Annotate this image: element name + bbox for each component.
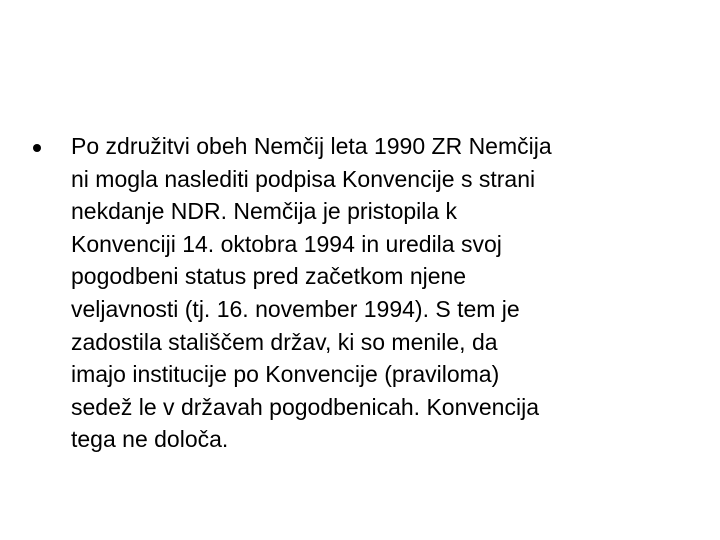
text-line: veljavnosti (tj. 16. november 1994). S tem je <box>71 295 520 322</box>
text-line: Konvenciji 14. oktobra 1994 in uredila svoj <box>71 230 502 257</box>
text-line: ni mogla naslediti podpisa Konvencije s strani <box>71 165 536 192</box>
text-line: imajo institucije po Konvencije (praviloma) <box>71 361 500 388</box>
bullet-dot-icon <box>33 144 41 152</box>
text-line: nekdanje NDR. Nemčija je pristopila k <box>71 198 458 225</box>
text-line: tega ne določa. <box>71 426 229 453</box>
bullet-item <box>30 130 690 456</box>
text-line: Po združitvi obeh Nemčij leta 1990 ZR Nemčija <box>71 133 552 159</box>
text-line: zadostila stališčem držav, ki so menile, da <box>71 328 498 355</box>
text-line: pogodbeni status pred začetkom njene <box>71 263 467 290</box>
text-line: sedež le v državah pogodbenicah. Konvencija <box>71 393 539 420</box>
bullet-list <box>30 130 690 456</box>
